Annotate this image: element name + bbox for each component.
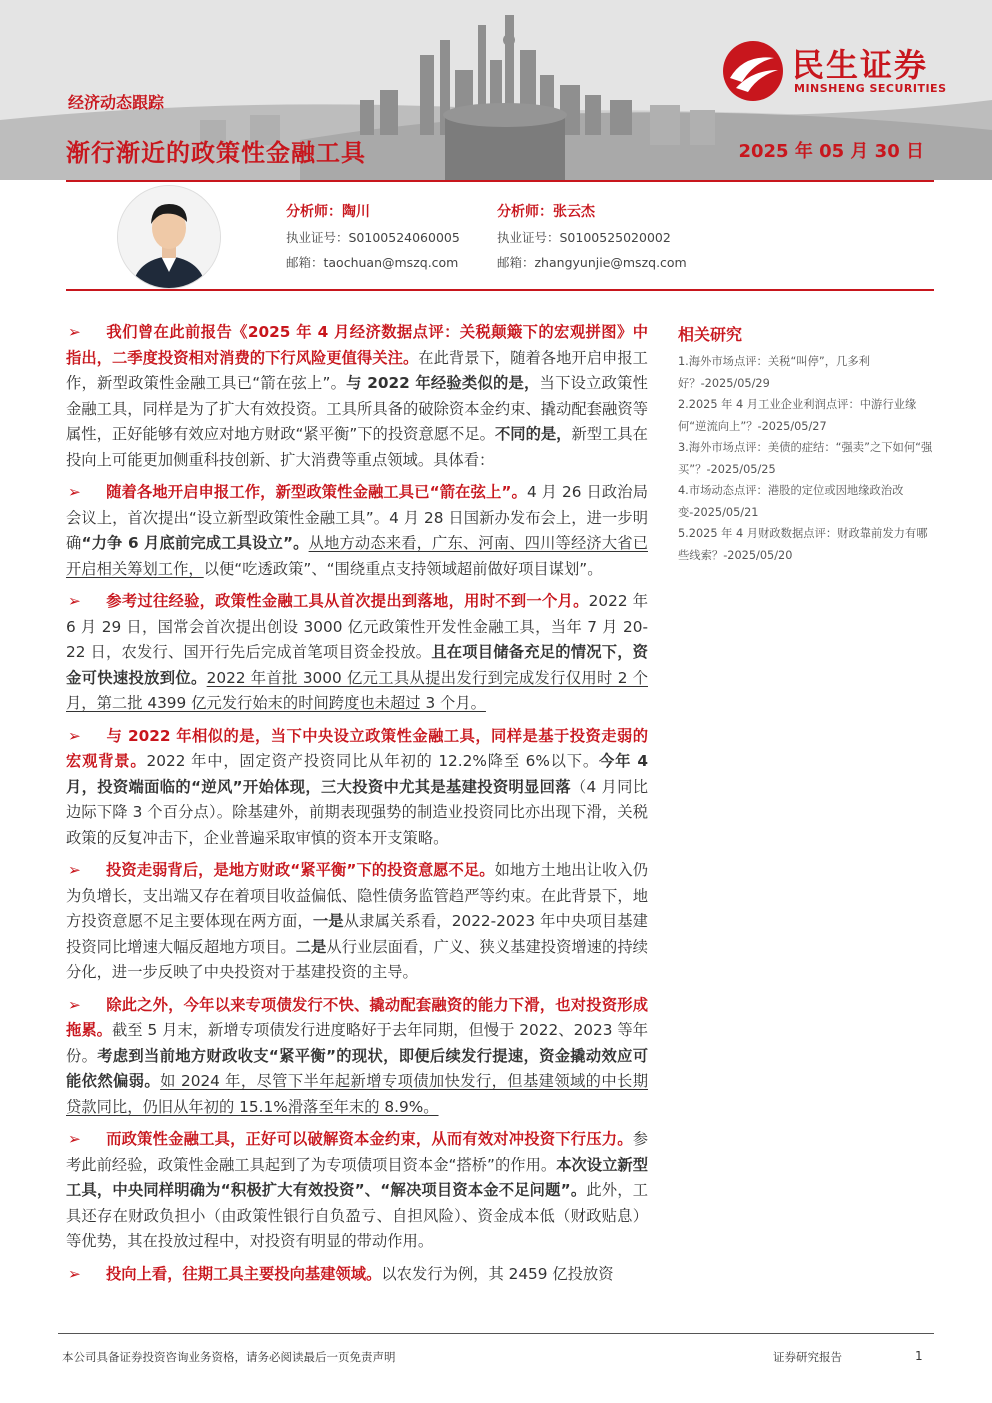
bullet-arrow-icon: ➢ [68, 323, 81, 341]
bullet-arrow-icon: ➢ [68, 483, 81, 501]
paragraph-lead-text: 投向上看，往期工具主要投向基建领域。 [106, 1264, 382, 1283]
analyst-cert-number: 执业证号：S0100525020002 [497, 230, 671, 245]
analyst-cert-number: 执业证号：S0100524060005 [286, 230, 460, 245]
paragraph-lead-text: 而政策性金融工具，正好可以破解资本金约束，从而有效对冲投资下行压力。 [106, 1130, 633, 1148]
body-paragraph [66, 480, 648, 582]
report-body [66, 320, 648, 1294]
underlined-text: 如 2024 年，尽管下半年起新增专项债加快发行，但基建领域的中长期贷款同比，仍旧从年初的 15.1%滑落至年末的 8.9%。 [66, 1072, 648, 1116]
body-paragraph [66, 993, 648, 1121]
page-number: 1 [915, 1349, 923, 1363]
related-research-link[interactable]: 2.2025 年 4 月工业企业利润点评：中游行业缘何“逆流向上”？-2025/05/27 [678, 398, 917, 433]
paragraph-lead-text: 投资走弱背后，是地方财政“紧平衡”下的投资意愿不足。 [106, 861, 495, 879]
logo-english-name: MINSHENG SECURITIES [794, 82, 947, 95]
analyst-divider [66, 289, 934, 291]
paragraph-lead-text: 参考过往经验，政策性金融工具从首次提出到落地，用时不到一个月。 [106, 592, 589, 610]
body-text: 在此背景下，随着各地开启申报工作，新型政策性金融工具已“箭在弦上”。 [66, 348, 648, 392]
body-paragraph [66, 320, 648, 473]
emphasis-text: 不同的是， [494, 425, 572, 443]
header-divider [66, 180, 934, 182]
related-research-link[interactable]: 1.海外市场点评：关税“叫停”，几多利好？-2025/05/29 [678, 355, 870, 390]
analyst-email[interactable]: 邮箱：zhangyunjie@mszq.com [497, 255, 687, 270]
related-research-sidebar [678, 322, 938, 566]
analyst-name: 分析师：陶川 [286, 204, 370, 220]
body-paragraph [66, 1127, 648, 1255]
analyst-card-1 [286, 200, 460, 275]
body-paragraph [66, 589, 648, 717]
body-paragraph [66, 724, 648, 852]
emphasis-text: “力争 6 月底前完成工具设立”。 [81, 534, 309, 552]
body-text: 新型工具在投向上可能更加侧重科技创新、扩大消费等重点领域。具体看： [66, 425, 648, 469]
body-text: 此外，工具还存在财政负担小（由政策性银行自负盈亏、自担风险）、资金成本低（财政贴息）等优势，其在投放过程中，对投资有明显的带动作用。 [66, 1181, 648, 1250]
body-text: 截至 5 月末，新增专项债发行进度略好于去年同期，但慢于 2022、2023 等年份。 [66, 1021, 648, 1065]
report-series-tag: 经济动态跟踪 [68, 93, 165, 112]
header-banner [0, 0, 992, 180]
report-title: 渐行渐近的政策性金融工具 [66, 139, 366, 167]
emphasis-text: 本次设立新型工具，中央同样明确为“积极扩大有效投资”、“解决项目资本金不足问题”。 [66, 1155, 648, 1199]
related-research-link[interactable]: 5.2025 年 4 月财政数据点评：财政靠前发力有哪些线索？-2025/05/20 [678, 527, 928, 562]
body-text: 2022 年 6 月 29 日，国常会首次提出创设 3000 亿元政策性开发性金融工具，当年 7 月 20-22 日，农发行、国开行先后完成首笔项目资金投放。 [66, 592, 648, 661]
underlined-text: 从地方动态来看，广东、河南、四川等经济大省已开启相关筹划工作， [66, 534, 648, 578]
related-research-title: 相关研究 [678, 325, 743, 344]
related-research-link[interactable]: 4.市场动态点评：港股的定位或因地缘政治改变-2025/05/21 [678, 484, 904, 519]
footer-divider [58, 1333, 934, 1334]
analyst-name: 分析师：张云杰 [497, 204, 595, 220]
bullet-arrow-icon: ➢ [68, 861, 81, 879]
bullet-arrow-icon: ➢ [68, 1264, 81, 1283]
emphasis-text: 二是 [295, 937, 327, 956]
body-text: 以农发行为例，其 2459 亿投放资 [381, 1264, 614, 1283]
analyst-portrait-icon [118, 186, 220, 288]
body-paragraph [66, 1262, 648, 1288]
body-text: 从隶属关系看，2022-2023 年中央项目基建投资同比增速大幅反超地方项目。 [66, 912, 648, 956]
bullet-arrow-icon: ➢ [68, 592, 81, 610]
body-text: 参考此前经验，政策性金融工具起到了为专项债项目资本金“搭桥”的作用。 [66, 1130, 648, 1174]
footer-doc-type: 证券研究报告 [773, 1350, 842, 1364]
analyst-photo [117, 185, 221, 289]
emphasis-text: 且在项目储备充足的情况下，资金可快速投放到位。 [66, 643, 648, 687]
body-text: 从行业层面看，广义、狭义基建投资增速的持续分化，进一步反映了中央投资对于基建投资的主导。 [66, 937, 648, 981]
report-date: 2025 年 05 月 30 日 [738, 141, 924, 162]
body-text: 4 月 26 日政治局会议上，首次提出“设立新型政策性金融工具”。4 月 28 日国新办发布会上，进一步明确 [66, 483, 648, 552]
body-text: 2022 年中，固定资产投资同比从年初的 12.2%降至 6%以下。 [146, 752, 599, 770]
company-logo [722, 40, 972, 102]
emphasis-text: 今年 4 月，投资端面临的“逆风”开始体现，三大投资中尤其是基建投资明显回落 [66, 752, 648, 796]
paragraph-lead-text: 除此之外，今年以来专项债发行不快、撬动配套融资的能力下滑，也对投资形成拖累。 [66, 995, 648, 1039]
paragraph-lead-text: 随着各地开启申报工作，新型政策性金融工具已“箭在弦上”。 [106, 483, 527, 501]
analyst-email[interactable]: 邮箱：taochuan@mszq.com [286, 255, 459, 270]
logo-chinese-name: 民生证券 [792, 46, 929, 84]
emphasis-text: 考虑到当前地方财政收支“紧平衡”的现状，即便后续发行提速，资金撬动效应可能依然偏弱。 [66, 1046, 648, 1090]
emphasis-text: 一是 [312, 912, 344, 930]
body-text: （4 月同比边际下降 3 个百分点）。除基建外，前期表现强势的制造业投资同比亦出现下滑，关税政策的反复冲击下，企业普遍采取审慎的资本开支策略。 [66, 777, 648, 847]
logo-emblem-icon [722, 40, 784, 102]
underlined-text: 2022 年首批 3000 亿元工具从提出发行到完成发行仅用时 2 个月，第二批 4399 亿元发行始末的时间跨度也未超过 3 个月。 [66, 668, 648, 712]
bullet-arrow-icon: ➢ [68, 1130, 81, 1148]
analyst-card-2 [497, 200, 687, 275]
body-text: 以便“吃透政策”、“围绕重点支持领域超前做好项目谋划”。 [203, 559, 603, 578]
paragraph-lead-text: 与 2022 年相似的是，当下中央设立政策性金融工具，同样是基于投资走弱的宏观背景。 [66, 726, 648, 770]
emphasis-text: 与 2022 年经验类似的是， [346, 374, 540, 392]
body-paragraph [66, 858, 648, 986]
bullet-arrow-icon: ➢ [68, 726, 81, 745]
bullet-arrow-icon: ➢ [68, 995, 81, 1014]
related-research-link[interactable]: 3.海外市场点评：美债的症结：“强卖”之下如何“强买”？-2025/05/25 [678, 441, 933, 476]
body-text: 当下设立政策性金融工具，同样是为了扩大有效投资。工具所具备的破除资本金约束、撬动配套融资等属性，正好能够有效应对地方财政“紧平衡”下的投资意愿不足。 [66, 374, 648, 443]
footer-disclaimer: 本公司具备证券投资咨询业务资格，请务必阅读最后一页免责声明 [62, 1350, 396, 1364]
body-text: 如地方土地出让收入仍为负增长，支出端又存在着项目收益偏低、隐性债务监管趋严等约束。在此背景下，地方投资意愿不足主要体现在两方面， [66, 861, 648, 930]
paragraph-lead-text: 我们曾在此前报告《2025 年 4 月经济数据点评：关税颠簸下的宏观拼图》中指出，二季度投资相对消费的下行风险更值得关注。 [66, 323, 648, 367]
